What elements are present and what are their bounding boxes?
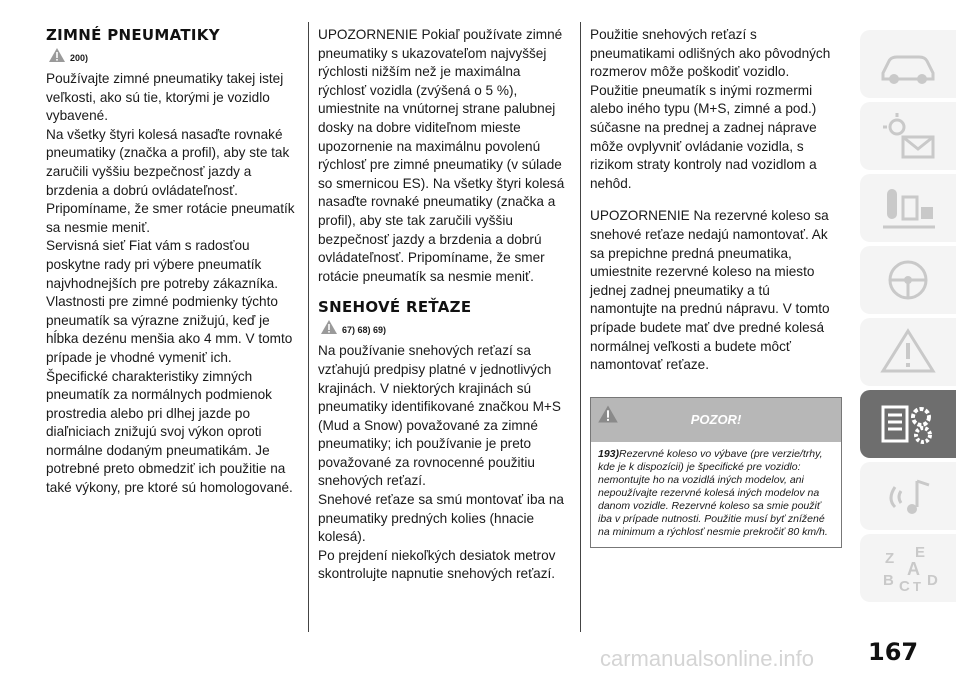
warning-ref-number: 67) 68) 69) <box>342 325 387 336</box>
warning-reference <box>48 46 296 64</box>
tab-index[interactable] <box>860 534 956 602</box>
paragraph: Snehové reťaze sa smú montovať iba na pneumatiky predných kolies (hnacie kolesá). <box>318 492 564 545</box>
tab-start-drive[interactable] <box>860 246 956 314</box>
column-divider <box>308 22 309 632</box>
svg-text:D: D <box>927 572 938 589</box>
tab-maintenance[interactable] <box>860 390 956 458</box>
tab-emergency[interactable] <box>860 318 956 386</box>
svg-text:T: T <box>913 579 921 593</box>
svg-text:E: E <box>915 544 926 561</box>
notice-paragraph: UPOZORNENIE Pokiaľ používate zimné pneumatiky s ukazovateľom najvyššej rýchlosti nižším než je maximálna rýchlosť vozidla (zvýšená o 5 %), umiestnite na vnútornej strane palubnej dosky na dobre viditeľnom mieste upozornenie na maximálnu povolenú rýchlosť pre zimné pneumatiky (v súlade so smernicou ES). Na všetky štyri kolesá nasaďte rovnaké pneumatiky (značka a profil), aby ste tak zaručili vyššiu bezpečnosť jazdy a brzdenia a dobrú ovládateľnosť. Pripomíname, že smer rotácie pneumatík sa nesmie meniť. <box>318 27 565 284</box>
warning-box-header <box>591 398 841 442</box>
paragraph: Použitie pneumatík s inými rozmermi alebo iného typu (M+S, zimné a pod.) súčasne na prednej a zadnej náprave môže ovplyvniť ovládanie vozidla, s rizikom straty kontroly nad vozidlom a nehôd. <box>590 82 817 191</box>
paragraph: Na používanie snehových reťazí sa vzťahujú predpisy platné v jednotlivých krajinách. V niektorých krajinách sú pneumatiky identifikované značkou M+S (Mud a Snow) považované za zimné pneumatiky; ich používanie je preto považované za rovnocenné použitiu snehových reťazí. <box>318 343 561 489</box>
dashboard-lights-icon <box>877 111 939 161</box>
body-text <box>46 70 296 498</box>
column-1 <box>46 26 296 498</box>
maintenance-icon <box>877 399 939 449</box>
chapter-tabs <box>852 30 960 606</box>
page-number: 167 <box>868 638 919 666</box>
warning-box-title: POZOR! <box>690 412 742 428</box>
section-heading-snow-chains: SNEHOVÉ REŤAZE <box>318 298 472 317</box>
svg-text:Z: Z <box>885 550 895 567</box>
warning-box <box>590 397 842 548</box>
warning-triangle-icon <box>597 404 619 424</box>
paragraph: Na všetky štyri kolesá nasaďte rovnaké pneumatiky (značka a profil), aby ste tak zaručili vyššiu bezpečnosť jazdy a brzdenia a dobrú ovládateľnosť. Pripomíname, že smer rotácie pneumatík sa nesmie meniť. <box>46 126 295 235</box>
index-icon <box>877 543 939 593</box>
warning-reference <box>320 318 568 336</box>
paragraph: Po prejdení niekoľkých desiatok metrov skontrolujte napnutie snehových reťazí. <box>318 547 556 582</box>
warning-box-body <box>591 442 841 547</box>
paragraph: Používajte zimné pneumatiky takej istej veľkosti, ako sú tie, ktorými je vozidlo vybavené. <box>46 71 284 124</box>
safety-icon <box>877 183 939 233</box>
column-3 <box>590 26 840 548</box>
body-text <box>318 342 568 584</box>
warning-triangle-icon <box>48 47 66 63</box>
start-drive-icon <box>877 255 939 305</box>
tab-safety[interactable] <box>860 174 956 242</box>
emergency-icon <box>877 327 939 377</box>
warning-triangle-icon <box>320 319 338 335</box>
tab-car[interactable] <box>860 30 956 98</box>
warning-text: Rezervné koleso vo výbave (pre verzie/trhy, kde je k dispozícii) je špecifické pre vozidlo: nemontujte ho na vozidlá iných modelov, ani nepoužívajte rezervné kolesá iných modelov na danom vozidle. Rezervné koleso sa smie použiť iba v prípade nutnosti. Použitie musí byť znížené na minimum a rýchlosť nesmie prekročiť 80 km/h. <box>598 447 828 538</box>
notice-paragraph: UPOZORNENIE Na rezervné koleso sa snehové reťaze nedajú namontovať. Ak sa prepichne predná pneumatika, umiestnite rezervné koleso na miesto jednej zadnej pneumatiky a tú namontujte na prednú nápravu. V tomto prípade budete mať dve predné kolesá normálnej veľkosti a budete môcť namontovať reťaze. <box>590 208 830 373</box>
multimedia-icon <box>877 471 939 521</box>
section-heading-winter-tyres: ZIMNÉ PNEUMATIKY <box>46 26 220 44</box>
tab-dashboard-lights[interactable] <box>860 102 956 170</box>
body-text <box>590 26 840 193</box>
paragraph: Použitie snehových reťazí s pneumatikami odlišných ako pôvodných rozmerov môže poškodiť vozidlo. <box>590 27 831 80</box>
watermark: carmanualsonline.info <box>600 646 815 671</box>
tab-multimedia[interactable] <box>860 462 956 530</box>
svg-text:C: C <box>899 578 910 593</box>
warning-ref-number: 200) <box>70 53 89 63</box>
warning-number: 193) <box>598 447 620 460</box>
paragraph: Servisná sieť Fiat vám s radosťou poskytne rady pri výbere pneumatík najvhodnejších pre potreby zákazníka. Vlastnosti pre zimné podmienky týchto pneumatík sa výrazne znižujú, keď je hĺbka dezénu menšia ako 4 mm. V tomto prípade je vhodné vymeniť ich. Špecifické charakteristiky zimných pneumatík za normálnych podmienok prostredia alebo pri dlhej jazde po diaľniciach znižujú svoj výkon oproti normálne dodaným pneumatikám. Je potrebné preto obmedziť ich použitie na také výkony, pre ktoré sú homologované. <box>46 238 293 496</box>
column-divider <box>580 22 581 632</box>
svg-text:B: B <box>883 572 894 589</box>
car-icon <box>877 39 939 89</box>
column-2 <box>318 26 568 584</box>
svg-text:A: A <box>907 559 920 579</box>
